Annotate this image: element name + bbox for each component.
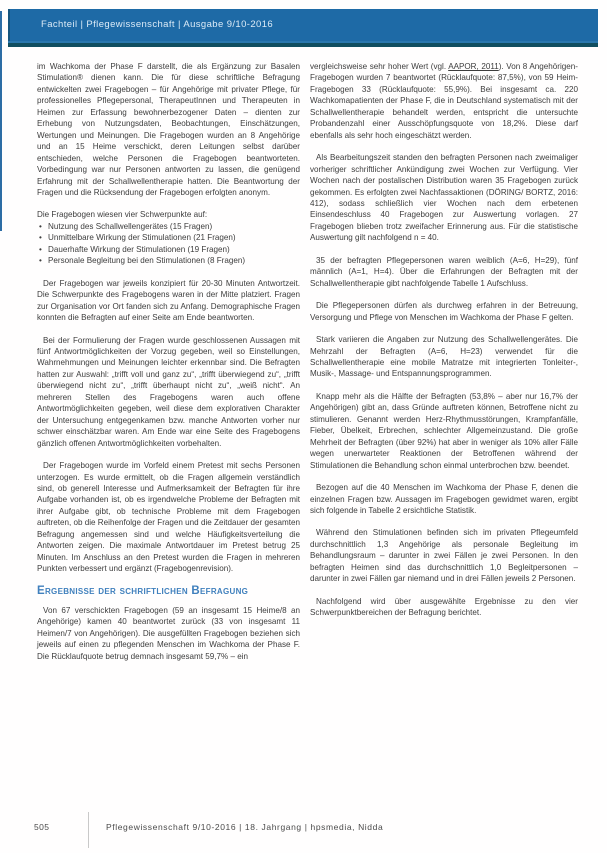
paragraph-right-1 xyxy=(310,61,578,141)
focus-list-item: • Unmittelbare Wirkung der Stimulationen (21 Fragen) xyxy=(37,232,300,243)
focus-list-item: • Dauerhafte Wirkung der Stimulationen (19 Fragen) xyxy=(37,244,300,255)
paragraph-right-6: Knapp mehr als die Hälfte der Befragten (53,8% – aber nur 16,7% der Angehörigen) gibt an, dass Gründe auftreten können, Betroffene nicht zu stimulieren. Genannt werden Herz-Rhythmusstörungen, Krampfanfälle, Fieber, Übelkeit, Erbrechen, schlechter Allgemeinzustand. Die große Mehrheit der Befragten (über 92%) hat aber in weniger als 10% aller Fälle wegen unerwarteter Reaktionen der Betroffenen während der Stimulationen die Behandlung schon einmal unterbrochen bzw. beendet. xyxy=(310,391,578,470)
paragraph-right-5: Stark variieren die Angaben zur Nutzung des Schallwellengerätes. Die Mehrzahl der Befragten (A=6, H=23) verwendet für die Schallwellentherapie eine mobile Matratze mit integrierten Tonleiter-, Musik-, Massage- und Entspannungsprogrammen. xyxy=(310,335,578,379)
citation-link-aapor[interactable]: AAPOR, 2011 xyxy=(448,62,499,71)
paragraph-left-1: im Wachkoma der Phase F darstellt, die als Ergänzung zur Basalen Stimulation® dienen kann. Die für diese schriftliche Befragung entwickelten zwei Fragebogen – für Angehörige mit privater Pflege, für professionelles Pflegepersonal, TherapeutInnen und Therapeuten in Heimen zur Erfassung bewohnerbezogener Daten – dienten zur Erhebung von Nutzungsdaten, Beobachtungen, Einschätzungen, Wertungen und Meinungen. Die Fragebogen wurden an 8 Angehörige und an 15 Heime verschickt, deren Leitungen selbst darüber entschieden, welche Personen die Fragebogen beantworteten. Vorbedingung war nur Personen antworten zu lassen, die genügend Erfahrung mit der Schallwellentherapie hatten. Die Beantwortung der Fragen und die Rücksendung der Fragebogen erfolgten anonym. xyxy=(37,62,300,197)
focus-list-item: • Nutzung des Schallwellengerätes (15 Fragen) xyxy=(37,221,300,232)
footer-divider xyxy=(88,812,89,848)
paragraph-right-3: 35 der befragten Pflegepersonen waren weiblich (A=6, H=29), fünf männlich (A=1, H=4). Über die Erfahrungen der Befragten mit der Schallwellentherapie gibt nachfolgende Tabelle 1 Aufschluss. xyxy=(310,255,578,288)
paragraph-left-3: Bei der Formulierung der Fragen wurde geschlossenen Aussagen mit fünf Antwortmöglichkeiten der Vorzug gegeben, weil so Einstellungen, Wahrnehmungen und Meinungen leichter erkennbar sind. Die Befragten hatten zur Auswahl: „trifft voll und ganz zu“, „trifft überwiegend zu“, „trifft überwiegend nicht zu“, „trifft überhaupt nicht zu“, „weiß nicht“. An mehreren Stellen des Fragebogens waren auch offene Antwortmöglichkeiten gegeben, weil diese dem explorativen Charakter der Untersuchung entgegenkamen bzw. manche Antworten vorher nur schwer einschätzbar waren. Am Ende war eine Seite des Fragebogens gänzlich offenen Antwortmöglichkeiten vorbehalten. xyxy=(37,335,300,448)
paragraph-right-7: Bezogen auf die 40 Menschen im Wachkoma der Phase F, denen die einzelnen Fragen bzw. Aussagen im Fragebogen gewidmet waren, ergibt sich folgende in Tabelle 2 ersichtliche Statistik. xyxy=(310,483,578,515)
paragraph-left-4: Der Fragebogen wurde im Vorfeld einem Pretest mit sechs Personen unterzogen. Es wurde ermittelt, ob die Fragen allgemein verständlich sind, ob generell Interesse und Aufmerksamkeit der Befragten für ihre Aufgabe vorhanden ist, ob es irgendwelche Probleme der Befragten mit ihrer Aufgabe gibt, ob technische Probleme mit dem Fragebogen auftreten, ob die Reihenfolge der Fragen und die Zeitdauer der gesamten Befragung angemessen sind und welche Häufigkeitsverteilung die Antworten zeigen. Die maximale Antwortdauer im Pretest betrug 25 Minuten. Im Anschluss an den Pretest wurden die Fragen in mehreren Punkten verbessert und ergänzt (Fragebogenrevision). xyxy=(37,461,300,574)
section-heading-ergebnisse: Ergebnisse der schriftlichen Befragung xyxy=(37,584,249,597)
left-accent-line xyxy=(0,11,2,231)
page-number: 505 xyxy=(34,822,50,832)
header-bar xyxy=(8,9,598,47)
article-column-left xyxy=(37,61,300,662)
focus-list xyxy=(37,221,300,267)
header-title: Fachteil | Pflegewissenschaft | Ausgabe 9/10-2016 xyxy=(41,19,274,30)
focus-list-item: • Personale Begleitung bei den Stimulationen (8 Fragen) xyxy=(37,255,300,266)
paragraph-right-8: Während den Stimulationen befinden sich im privaten Pflegeumfeld durchschnittlich 1,3 Angehörige als personale Begleitung im Behandlungsraum – darunter in zwei Fällen je zwei Personen. In den befragten Heimen sind das durchschnittlich 1,0 Begleitpersonen – darunter in zwei Fällen gar niemand und in drei Fällen jeweils 2 Personen. xyxy=(310,528,578,584)
focus-list-intro: Die Fragebogen wiesen vier Schwerpunkte auf: xyxy=(37,210,208,220)
paragraph-right-4: Die Pflegepersonen dürfen als durchweg erfahren in der Betreuung, Versorgung und Pflege von Menschen im Wachkoma der Phase F gelten. xyxy=(310,301,578,322)
paragraph-left-2: Der Fragebogen war jeweils konzipiert für 20-30 Minuten Antwortzeit. Die Schwerpunkte des Fragebogens waren in der Mitte platziert. Fragen zur Organisation vor Ort fanden sich zu Anfang. Demographische Fragen konnten die Befragten auf einer Seite am Ende beantworten. xyxy=(37,278,300,323)
paragraph-right-2: Als Bearbeitungszeit standen den befragten Personen nach zweimaliger vorheriger schriftlicher Ankündigung zwei Wochen zur Verfügung. Vier Wochen nach der postalischen Distribution waren 35 Fragebogen zurück gekommen. Es erfolgten zwei Nachfassaktionen (DÖRING/ BORTZ, 2016: 412), sodass schließlich vier Wochen nach dem erbetenen Einsendeschluss 40 Fragebogen zur Auswertung vorlagen. 27 Fragebogen blieben trotz zweifacher Erinnerung aus. Für die statistische Auswertung gilt nachfolgend n = 40. xyxy=(310,153,578,243)
paragraph-right-9: Nachfolgend wird über ausgewählte Ergebnisse zu den vier Schwerpunktbereichen der Befragung berichtet. xyxy=(310,596,578,618)
footer xyxy=(0,812,607,853)
paragraph-right-1-pre: vergleichsweise sehr hoher Wert (vgl. xyxy=(310,62,449,71)
article-column-right xyxy=(310,61,578,619)
paragraph-right-1-post: ). Von 8 Angehörigen-Fragebogen wurden 7 beantwortet (Rücklaufquote: 87,5%), von 59 Heim-Fragebogen 33 (Rücklaufquote: 55,9%). Bei insgesamt ca. 220 Wachkomapatienten der Phase F, die in Deutschland systematisch mit der Schallwellentherapie behandelt werden, entspricht die untersuchte Probandenzahl einer Ausschöpfungsquote von 18,2%. Diese darf ebenfalls als sehr hoch eingeschätzt werden. xyxy=(310,62,578,140)
journal-info: Pflegewissenschaft 9/10-2016 | 18. Jahrgang | hpsmedia, Nidda xyxy=(106,822,384,832)
paragraph-left-5: Von 67 verschickten Fragebogen (59 an insgesamt 15 Heime/8 an Angehörige) kamen 40 beantwortet zurück (33 von insgesamt 11 Heimen/7 von Angehörigen). Die ausgefüllten Fragebogen beziehen sich jeweils auf einen zu pflegenden Menschen im Wachkoma der Phase F. Die Rücklaufquote betrug demnach insgesamt 59,7% – ein xyxy=(37,606,300,661)
